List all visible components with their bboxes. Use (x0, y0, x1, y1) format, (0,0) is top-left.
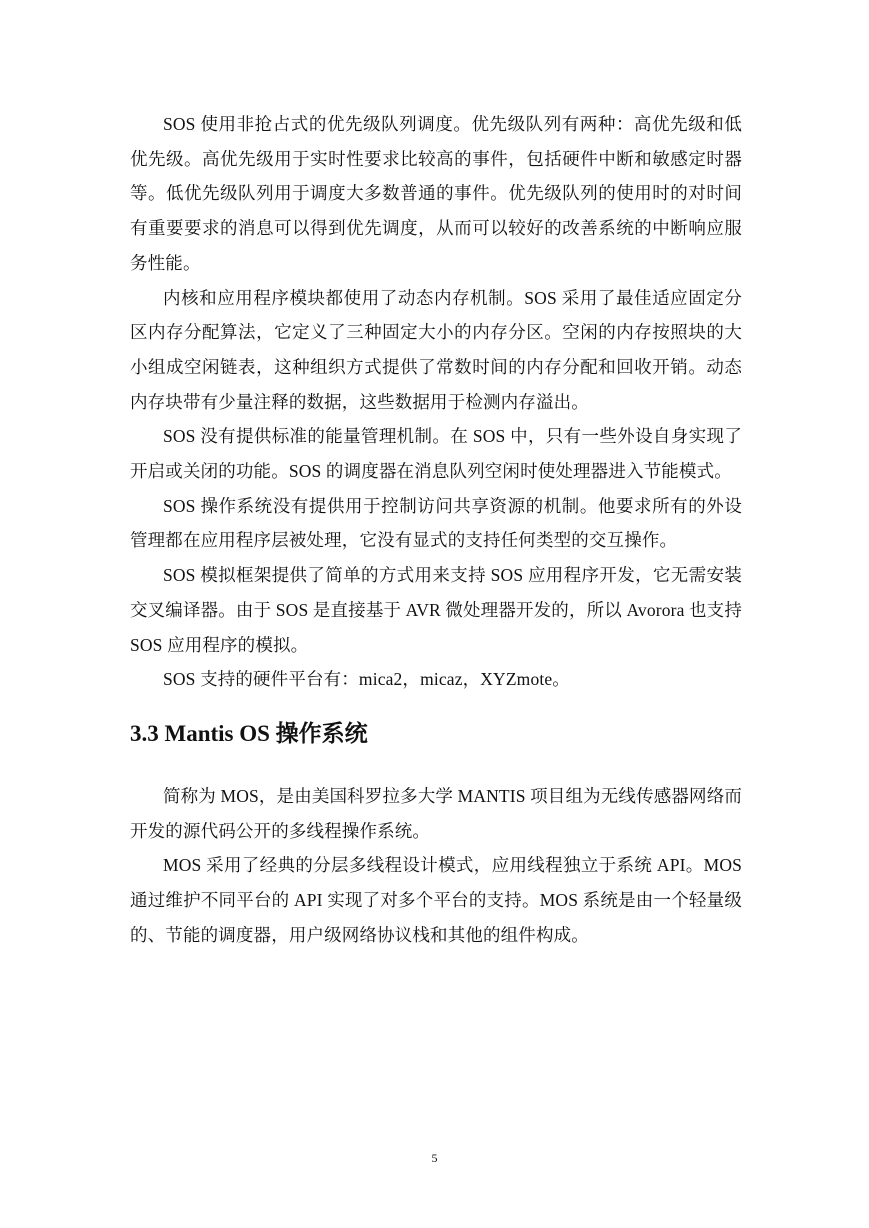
paragraph-sos-simulation: SOS 模拟框架提供了简单的方式用来支持 SOS 应用程序开发，它无需安装交叉编译器。由于 SOS 是直接基于 AVR 微处理器开发的，所以 Avorora 也支持 SOS 应用程序的模拟。 (130, 565, 742, 655)
page-content (130, 107, 742, 952)
section-heading: 3.3 Mantis OS 操作系统 (130, 720, 368, 746)
paragraph-sos-memory: 内核和应用程序模块都使用了动态内存机制。SOS 采用了最佳适应固定分区内存分配算法，它定义了三种固定大小的内存分区。空闲的内存按照块的大小组成空闲链表，这种组织方式提供了常数时间的内存分配和回收开销。动态内存块带有少量注释的数据，这些数据用于检测内存溢出。 (130, 287, 742, 412)
page-number: 5 (431, 1151, 438, 1165)
paragraph-sos-power: SOS 没有提供标准的能量管理机制。在 SOS 中，只有一些外设自身实现了开启或关闭的功能。SOS 的调度器在消息队列空闲时使处理器进入节能模式。 (130, 426, 742, 482)
paragraph-mos-intro: 简称为 MOS，是由美国科罗拉多大学 MANTIS 项目组为无线传感器网络而开发的源代码公开的多线程操作系统。 (130, 785, 742, 841)
paragraph-sos-scheduling: SOS 使用非抢占式的优先级队列调度。优先级队列有两种：高优先级和低优先级。高优先级用于实时性要求比较高的事件，包括硬件中断和敏感定时器等。低优先级队列用于调度大多数普通的事件。优先级队列的使用时的对时间有重要要求的消息可以得到优先调度，从而可以较好的改善系统的中断响应服务性能。 (130, 114, 742, 273)
paragraph-sos-platforms: SOS 支持的硬件平台有：mica2，micaz，XYZmote。 (163, 669, 570, 690)
paragraph-sos-shared-resources: SOS 操作系统没有提供用于控制访问共享资源的机制。他要求所有的外设管理都在应用程序层被处理，它没有显式的支持任何类型的交互操作。 (130, 495, 742, 551)
paragraph-mos-design: MOS 采用了经典的分层多线程设计模式，应用线程独立于系统 API。MOS 通过维护不同平台的 API 实现了对多个平台的支持。MOS 系统是由一个轻量级的、节能的调度器，用户级网络协议栈和其他的组件构成。 (130, 855, 742, 945)
